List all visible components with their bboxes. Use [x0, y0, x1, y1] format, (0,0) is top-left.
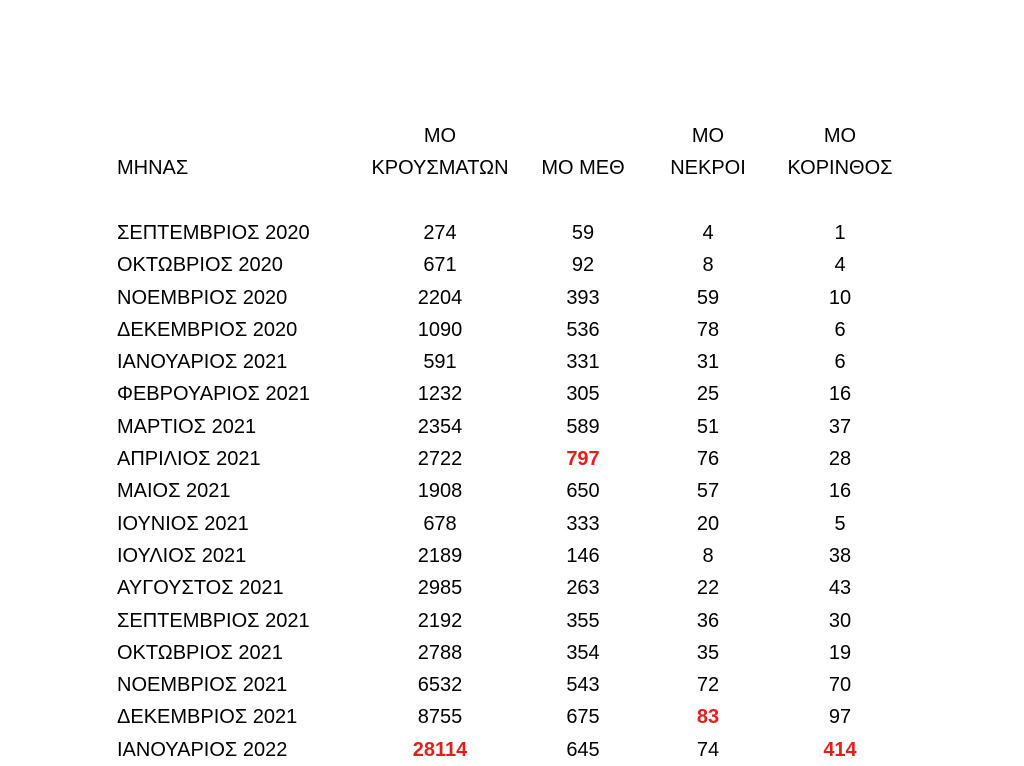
corinth-cell: 28: [828, 448, 852, 471]
month-cell: ΔΕΚΕΜΒΡΙΟΣ 2021: [117, 706, 298, 729]
deaths-cell: 83: [696, 706, 720, 729]
month-cell: ΙΟΥΛΙΟΣ 2021: [117, 544, 247, 567]
cases-cell: 28114: [412, 738, 468, 761]
icu-cell: 675: [566, 706, 600, 729]
icu-cell: 536: [566, 318, 600, 341]
cases-cell: 671: [423, 254, 457, 277]
icu-cell: 354: [566, 641, 600, 664]
table-row: [0, 314, 1024, 346]
deaths-cell: 78: [696, 318, 720, 341]
cases-cell: 1090: [417, 318, 463, 341]
icu-cell: 645: [566, 738, 600, 761]
month-cell: ΜΑΡΤΙΟΣ 2021: [117, 415, 257, 438]
icu-cell: 650: [566, 480, 600, 503]
deaths-cell: 31: [696, 351, 720, 374]
month-cell: ΙΑΝΟΥΑΡΙΟΣ 2022: [117, 738, 288, 761]
table-row: [0, 605, 1024, 637]
table-row: [0, 217, 1024, 249]
deaths-cell: 72: [696, 674, 720, 697]
month-cell: ΦΕΒΡΟΥΑΡΙΟΣ 2021: [117, 383, 310, 406]
icu-cell: 305: [566, 383, 600, 406]
icu-cell: 393: [566, 286, 600, 309]
deaths-cell: 35: [696, 641, 720, 664]
cases-cell: 1232: [417, 383, 463, 406]
corinth-cell: 6: [834, 318, 846, 341]
corinth-cell: 97: [828, 706, 852, 729]
deaths-cell: 22: [696, 577, 720, 600]
deaths-cell: 59: [696, 286, 720, 309]
deaths-cell: 76: [696, 448, 720, 471]
icu-cell: 355: [566, 609, 600, 632]
icu-cell: 797: [566, 448, 600, 471]
icu-cell: 543: [566, 674, 600, 697]
header-cases: ΜΟ ΚΡΟΥΣΜΑΤΩΝ: [371, 125, 509, 179]
icu-cell: 263: [566, 577, 600, 600]
corinth-cell: 16: [828, 383, 852, 406]
corinth-cell: 43: [828, 577, 852, 600]
cases-cell: 2985: [417, 577, 463, 600]
deaths-cell: 57: [696, 480, 720, 503]
corinth-cell: 5: [834, 512, 846, 535]
month-cell: ΑΠΡΙΛΙΟΣ 2021: [117, 448, 261, 471]
deaths-cell: 36: [696, 609, 720, 632]
cases-cell: 2189: [417, 544, 463, 567]
corinth-cell: 414: [823, 738, 857, 761]
icu-cell: 331: [566, 351, 600, 374]
table-row: [0, 475, 1024, 507]
table-row: [0, 701, 1024, 733]
table-row: [0, 249, 1024, 281]
month-cell: ΣΕΠΤΕΜΒΡΙΟΣ 2021: [117, 609, 310, 632]
deaths-cell: 51: [696, 415, 720, 438]
corinth-cell: 30: [828, 609, 852, 632]
cases-cell: 8755: [417, 706, 463, 729]
table-row: [0, 411, 1024, 443]
cases-cell: 2722: [417, 448, 463, 471]
corinth-cell: 10: [828, 286, 852, 309]
corinth-cell: 1: [834, 222, 846, 244]
corinth-cell: 6: [834, 351, 846, 374]
deaths-cell: 8: [702, 544, 714, 567]
month-cell: ΔΕΚΕΜΒΡΙΟΣ 2020: [117, 318, 298, 341]
header-deaths: ΜΟ ΝΕΚΡΟΙ: [670, 125, 746, 179]
month-cell: ΟΚΤΩΒΡΙΟΣ 2021: [117, 641, 283, 664]
corinth-cell: 37: [828, 415, 852, 438]
cases-cell: 2204: [417, 286, 463, 309]
month-cell: ΟΚΤΩΒΡΙΟΣ 2020: [117, 254, 283, 277]
table-row: [0, 637, 1024, 669]
table-row: [0, 669, 1024, 701]
header-month: ΜΗΝΑΣ: [117, 157, 189, 179]
deaths-cell: 25: [696, 383, 720, 406]
cases-cell: 274: [423, 222, 457, 244]
corinth-cell: 16: [828, 480, 852, 503]
icu-cell: 92: [571, 254, 595, 277]
month-cell: ΙΟΥΝΙΟΣ 2021: [117, 512, 249, 535]
table-row: [0, 346, 1024, 378]
header-icu: ΜΟ ΜΕΘ: [541, 157, 625, 179]
month-cell: ΝΟΕΜΒΡΙΟΣ 2021: [117, 674, 288, 697]
cases-cell: 678: [423, 512, 457, 535]
deaths-cell: 8: [702, 254, 714, 277]
cases-cell: 2354: [417, 415, 463, 438]
cases-cell: 1908: [417, 480, 463, 503]
cases-cell: 2192: [417, 609, 463, 632]
table-body: [0, 217, 1024, 766]
header-corinth: ΜΟ ΚΟΡΙΝΘΟΣ: [787, 125, 893, 179]
table-row: [0, 508, 1024, 540]
month-cell: ΝΟΕΜΒΡΙΟΣ 2020: [117, 286, 288, 309]
table-header: [0, 120, 1024, 184]
corinth-cell: 19: [828, 641, 852, 664]
corinth-cell: 4: [834, 254, 846, 277]
icu-cell: 589: [566, 415, 600, 438]
month-cell: ΑΥΓΟΥΣΤΟΣ 2021: [117, 577, 284, 600]
table-row: [0, 282, 1024, 314]
table-row: [0, 540, 1024, 572]
cases-cell: 6532: [417, 674, 463, 697]
icu-cell: 333: [566, 512, 600, 535]
month-cell: ΣΕΠΤΕΜΒΡΙΟΣ 2020: [117, 222, 310, 244]
corinth-cell: 70: [828, 674, 852, 697]
month-cell: ΙΑΝΟΥΑΡΙΟΣ 2021: [117, 351, 288, 374]
table-row: [0, 572, 1024, 604]
icu-cell: 59: [571, 222, 595, 244]
cases-cell: 591: [423, 351, 457, 374]
cases-cell: 2788: [417, 641, 463, 664]
corinth-cell: 38: [828, 544, 852, 567]
table-row: [0, 443, 1024, 475]
table-row: [0, 734, 1024, 766]
icu-cell: 146: [566, 544, 600, 567]
month-cell: ΜΑΙΟΣ 2021: [117, 480, 231, 503]
deaths-cell: 4: [702, 222, 714, 244]
deaths-cell: 74: [696, 738, 720, 761]
deaths-cell: 20: [696, 512, 720, 535]
table-row: [0, 378, 1024, 410]
